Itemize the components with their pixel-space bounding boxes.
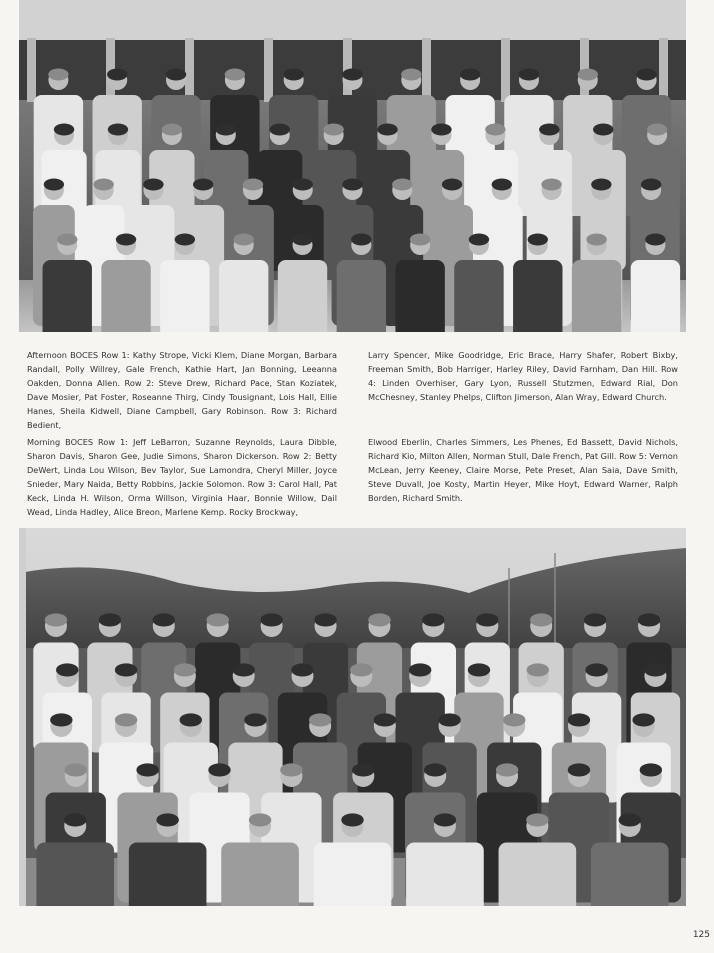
afternoon-photo-scene <box>19 0 686 332</box>
afternoon-group-photo <box>19 0 686 332</box>
morning-caption-right: Elwood Eberlin, Charles Simmers, Les Phenes, Ed Bassett, David Nichols, Richard Kio, Milton Allen, Norman Stull, Dale French, Pat Gill. Row 5: Vernon McLean, Jerry Keeney, Claire Morse, Pete Preset, Alan Saia, Dave Smith, Steve Duvall, Joe Kosty, Martin Heyer, Mike Hoyt, Edward Warner, Ralph Borden, Richard Smith. <box>368 437 678 503</box>
morning-caption-left: Morning BOCES Row 1: Jeff LeBarron, Suzanne Reynolds, Laura Dibble, Sharon Davis, Sharon Gee, Judie Simons, Sharon Dickerson. Row 2: Betty DeWert, Linda Lou Wilson, Bev Taylor, Sue Lamondra, Cheryl Miller, Joyce Snieder, Mary Naida, Betty Robbins, Jackie Solomon. Row 3: Carol Hall, Pat Keck, Linda H. Wilson, Orma Willson, Virginia Haar, Bonnie Willow, Dail Wead, Linda Hadley, Alice Breon, Marlene Kemp. Rocky Brockway, <box>27 437 337 517</box>
morning-group-photo <box>19 528 686 906</box>
morning-photo-scene <box>19 528 686 906</box>
afternoon-caption-right: Larry Spencer, Mike Goodridge, Eric Brace, Harry Shafer, Robert Bixby, Freeman Smith, Bob Harriger, Harley Riley, David Farnham, Dan Hill. Row 4: Linden Overhiser, Gary Lyon, Russell Stutzmen, Edward Rial, Don McChesney, Stanley Phelps, Clifton Jimerson, Alan Wray, Edward Church. <box>368 350 678 402</box>
afternoon-caption-left: Afternoon BOCES Row 1: Kathy Strope, Vicki Klem, Diane Morgan, Barbara Randall, Polly Willrey, Gale French, Kathie Hart, Jan Bonning, Leeanna Oakden, Donna Allen. Row 2: Steve Drew, Richard Pace, Stan Koziatek, Dave Mosier, Pat Foster, Roseanne Thirg, Cindy Tousignant, Lois Hall, Ellie Hanes, Sheila Kidwell, Diane Campbell, Gary Robinson. Row 3: Richard Bedient, <box>27 350 337 430</box>
page-number: 125 <box>692 930 710 940</box>
